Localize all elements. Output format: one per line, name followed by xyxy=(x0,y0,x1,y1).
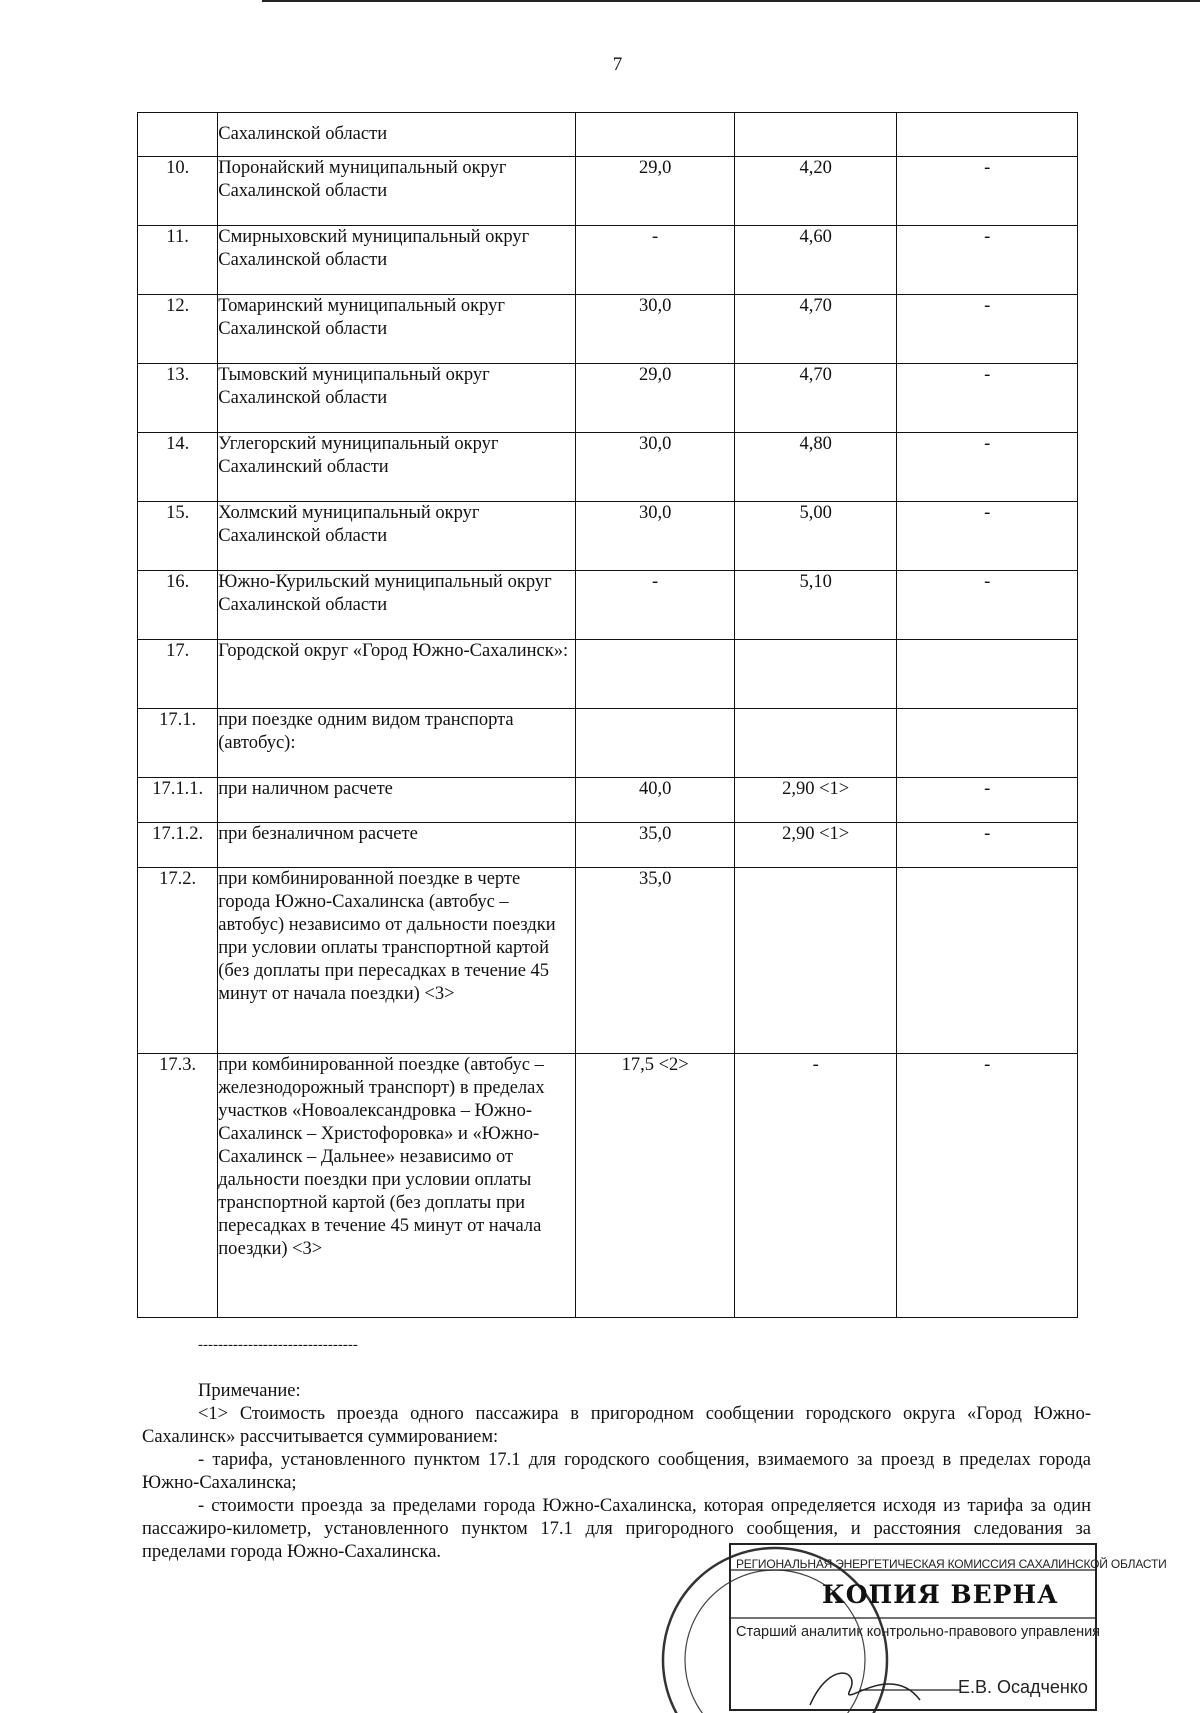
row-name: Холмский муниципальный округ Сахалинской области xyxy=(218,502,576,571)
row-km-tariff xyxy=(734,113,897,157)
notes-title: Примечание: xyxy=(198,1381,301,1401)
row-fare-value: 40,0 xyxy=(576,778,735,823)
row-extra-value: - xyxy=(897,226,1078,295)
table-row xyxy=(138,823,1078,868)
table-row xyxy=(138,433,1078,502)
row-fare-value xyxy=(576,640,735,709)
table-row xyxy=(138,364,1078,433)
row-km-tariff: 4,80 xyxy=(734,433,897,502)
row-km-tariff xyxy=(734,640,897,709)
row-fare-value: 30,0 xyxy=(576,295,735,364)
certification-stamp xyxy=(660,1540,1167,1713)
row-extra-value: - xyxy=(897,1054,1078,1318)
row-name: при безналичном расчете xyxy=(218,823,576,868)
row-fare-value: 29,0 xyxy=(576,157,735,226)
row-name: при комбинированной поездке (автобус – железнодорожный транспорт) в пределах участков «Новоалександровка – Южно-Сахалинск – Христофоровка» и «Южно-Сахалинск – Дальнее» независимо от дальности поездки при условии оплаты транспортной картой (без доплаты при пересадках в течение 45 минут от начала поездки) <3> xyxy=(218,1054,576,1318)
table-row xyxy=(138,640,1078,709)
row-km-tariff: 5,10 xyxy=(734,571,897,640)
row-km-tariff xyxy=(734,868,897,1054)
row-km-tariff: 4,70 xyxy=(734,364,897,433)
row-extra-value xyxy=(897,868,1078,1054)
row-extra-value: - xyxy=(897,364,1078,433)
row-fare-value: 35,0 xyxy=(576,868,735,1054)
row-number: 17.1. xyxy=(138,709,218,778)
row-extra-value: - xyxy=(897,295,1078,364)
row-extra-value: - xyxy=(897,823,1078,868)
row-fare-value: 35,0 xyxy=(576,823,735,868)
row-extra-value: - xyxy=(897,433,1078,502)
row-extra-value xyxy=(897,113,1078,157)
row-name: Углегорский муниципальный округ Сахалинский области xyxy=(218,433,576,502)
table-row xyxy=(138,226,1078,295)
row-extra-value xyxy=(897,640,1078,709)
row-number: 11. xyxy=(138,226,218,295)
row-km-tariff: 2,90 <1> xyxy=(734,823,897,868)
row-extra-value: - xyxy=(897,502,1078,571)
table-row xyxy=(138,113,1078,157)
row-name: Сахалинской области xyxy=(218,113,576,157)
top-rule xyxy=(262,0,1200,2)
row-fare-value: - xyxy=(576,226,735,295)
note-paragraph-2: - тарифа, установленного пунктом 17.1 для городского сообщения, взимаемого за проезд в пределах города Южно-Сахалинска; xyxy=(142,1450,1091,1493)
row-km-tariff: 5,00 xyxy=(734,502,897,571)
row-extra-value: - xyxy=(897,778,1078,823)
row-number: 14. xyxy=(138,433,218,502)
row-extra-value: - xyxy=(897,571,1078,640)
tariff-table xyxy=(137,112,1078,1318)
row-name: при поездке одним видом транспорта (автобус): xyxy=(218,709,576,778)
row-name: Городской округ «Город Южно-Сахалинск»: xyxy=(218,640,576,709)
row-number: 12. xyxy=(138,295,218,364)
row-fare-value xyxy=(576,709,735,778)
footnote-separator: -------------------------------- xyxy=(198,1337,358,1353)
row-number: 17.2. xyxy=(138,868,218,1054)
row-fare-value: 17,5 <2> xyxy=(576,1054,735,1318)
row-fare-value xyxy=(576,113,735,157)
row-name: Тымовский муниципальный округ Сахалинской области xyxy=(218,364,576,433)
row-name: при комбинированной поездке в черте города Южно-Сахалинска (автобус – автобус) независимо от дальности поездки при условии оплаты транспортной картой (без доплаты при пересадках в течение 45 минут от начала поездки) <3> xyxy=(218,868,576,1054)
row-number: 17.1.2. xyxy=(138,823,218,868)
table-row xyxy=(138,157,1078,226)
row-fare-value: 30,0 xyxy=(576,433,735,502)
note-paragraph-3: - стоимости проезда за пределами города Южно-Сахалинска, которая определяется исходя из тарифа за один пассажиро-километр, установленного пунктом 17.1 для пригородного сообщения, и расстояния следования за пределами города Южно-Сахалинска. xyxy=(142,1496,1091,1562)
stamp-position: Старший аналитик контрольно-правового управления xyxy=(736,1624,1101,1640)
row-number: 13. xyxy=(138,364,218,433)
row-fare-value: 29,0 xyxy=(576,364,735,433)
table-row xyxy=(138,868,1078,1054)
stamp-copy-mark: КОПИЯ ВЕРНА xyxy=(822,1580,1059,1609)
row-name: Смирныховский муниципальный округ Сахалинской области xyxy=(218,226,576,295)
row-number: 17.1.1. xyxy=(138,778,218,823)
stamp-signer: Е.В. Осадченко xyxy=(958,1677,1088,1697)
row-fare-value: 30,0 xyxy=(576,502,735,571)
table-row xyxy=(138,502,1078,571)
row-number: 17.3. xyxy=(138,1054,218,1318)
row-km-tariff: - xyxy=(734,1054,897,1318)
row-number: 17. xyxy=(138,640,218,709)
row-km-tariff: 2,90 <1> xyxy=(734,778,897,823)
table-row xyxy=(138,571,1078,640)
row-name: Южно-Курильский муниципальный округ Сахалинской области xyxy=(218,571,576,640)
row-km-tariff: 4,70 xyxy=(734,295,897,364)
table-row xyxy=(138,709,1078,778)
page-number: 7 xyxy=(612,54,623,75)
row-number: 10. xyxy=(138,157,218,226)
notes xyxy=(142,1380,1091,1564)
row-extra-value: - xyxy=(897,157,1078,226)
row-number: 16. xyxy=(138,571,218,640)
row-km-tariff xyxy=(734,709,897,778)
row-number xyxy=(138,113,218,157)
note-paragraph-1: <1> Стоимость проезда одного пассажира в пригородном сообщении городского округа «Город Южно-Сахалинск» рассчитывается суммированием: xyxy=(142,1404,1091,1447)
row-km-tariff: 4,20 xyxy=(734,157,897,226)
table-row xyxy=(138,295,1078,364)
row-extra-value xyxy=(897,709,1078,778)
row-name: при наличном расчете xyxy=(218,778,576,823)
row-km-tariff: 4,60 xyxy=(734,226,897,295)
table-row xyxy=(138,778,1078,823)
table-row xyxy=(138,1054,1078,1318)
row-fare-value: - xyxy=(576,571,735,640)
row-number: 15. xyxy=(138,502,218,571)
stamp-organization: РЕГИОНАЛЬНАЯ ЭНЕРГЕТИЧЕСКАЯ КОМИССИЯ САХАЛИНСКОЙ ОБЛАСТИ xyxy=(736,1557,1167,1571)
row-name: Поронайский муниципальный округ Сахалинской области xyxy=(218,157,576,226)
row-name: Томаринский муниципальный округ Сахалинской области xyxy=(218,295,576,364)
